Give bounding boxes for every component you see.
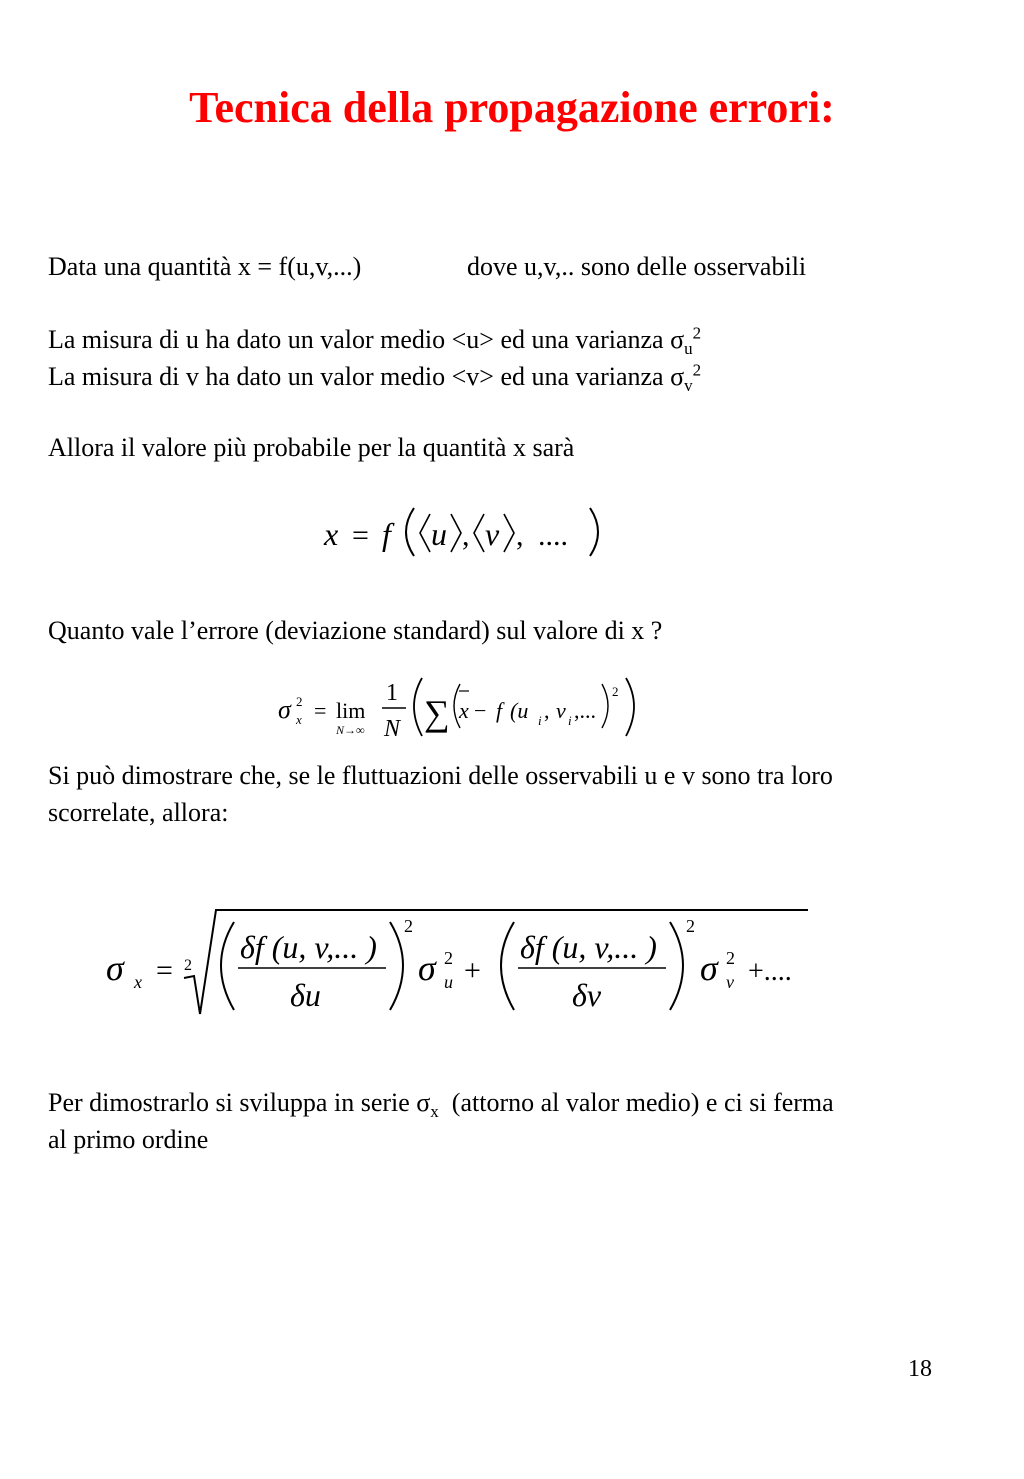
page-title: Tecnica della propagazione errori: (189, 83, 835, 132)
eq3-left-paren-2 (501, 922, 514, 1010)
eq3-equals: = (156, 954, 173, 987)
question-text: Quanto vale l’errore (deviazione standard) sul valore di x ? (48, 616, 663, 645)
eq2-sigma: σ (278, 695, 291, 724)
eq2-ellipsis: ,... (574, 698, 596, 723)
eq3-sigma-v: σ (700, 948, 718, 988)
definition-note: dove u,v,.. sono delle osservabili (467, 252, 807, 281)
eq3-sigma-v-sub: v (726, 972, 734, 992)
definition-line (48, 248, 361, 285)
eq2-exp-2: 2 (612, 684, 619, 699)
eq2-denominator: N (384, 716, 401, 742)
sigma-symbol: σ (670, 362, 685, 391)
eq3-numerator-1: δf (u, v,... ) (240, 929, 377, 965)
subscript-x: x (430, 1102, 439, 1122)
equation-variance-definition (276, 668, 646, 746)
eq2-outer-left-paren (414, 678, 422, 736)
equation-error-propagation (100, 898, 820, 1024)
proof-line2: al primo ordine (48, 1125, 209, 1154)
eq1-comma2: , (516, 519, 524, 552)
eq3-sigma-u: σ (418, 948, 436, 988)
eq3-sigma-u-sub: u (444, 972, 453, 992)
most-probable-text: Allora il valore più probabile per la quantità x sarà (48, 433, 575, 462)
eq2-args-u: (u (510, 698, 529, 723)
variance-v-text: La misura di v ha dato un valor medio <v> ed una varianza (48, 362, 671, 391)
eq3-sigma-v-exp: 2 (726, 948, 735, 968)
uncorrelated-line1: Si può dimostrare che, se le fluttuazioni delle osservabili u e v sono tra loro (48, 761, 833, 790)
eq1-x: x (324, 516, 339, 552)
uncorrelated-line2: scorrelate, allora: (48, 798, 229, 827)
eq2-sub-i-v: i (568, 713, 572, 728)
eq1-comma: , (462, 519, 470, 552)
eq2-comma: , (544, 698, 550, 723)
superscript-2: 2 (692, 360, 702, 380)
eq2-lim: lim (336, 698, 366, 723)
eq3-root-index: 2 (184, 957, 192, 974)
eq3-plus: + (464, 954, 481, 987)
equation-most-probable-value (318, 500, 618, 570)
variance-v-line (48, 358, 701, 395)
eq3-left-paren-1 (221, 922, 234, 1010)
eq2-numerator: 1 (386, 680, 398, 706)
eq3-right-paren-2 (670, 922, 683, 1010)
eq3-numerator-2: δf (u, v,... ) (520, 929, 657, 965)
proof-text-b: (attorno al valor medio) e ci si ferma (438, 1088, 834, 1117)
eq1-angle-open-u (420, 514, 430, 552)
eq3-sub-x: x (134, 972, 142, 992)
eq1-left-paren (406, 508, 414, 556)
eq2-sub-i-u: i (538, 713, 542, 728)
proof-text-a: Per dimostrarlo si sviluppa in serie (48, 1088, 417, 1117)
eq1-dots: .... (538, 519, 568, 552)
superscript-2: 2 (692, 323, 702, 343)
eq2-sup-2: 2 (296, 694, 303, 709)
eq1-v: v (485, 516, 500, 552)
eq1-angle-close-v (504, 514, 514, 552)
sigma-symbol: σ (670, 325, 685, 354)
eq3-tail: +.... (748, 956, 792, 987)
subscript-u: u (684, 339, 693, 359)
eq2-equals: = (314, 698, 327, 723)
eq3-right-paren-1 (390, 922, 403, 1010)
eq3-denominator-2: δv (572, 977, 602, 1013)
eq2-inner-right-paren (602, 684, 608, 728)
eq2-sub-x: x (296, 712, 302, 727)
eq2-sum: ∑ (424, 693, 450, 733)
page-number: 18 (908, 1356, 932, 1382)
definition-text: Data una quantità x = f(u,v,...) (48, 252, 362, 281)
eq2-xbar: x (459, 698, 469, 723)
eq3-denominator-1: δu (290, 977, 321, 1013)
eq2-v: v (556, 698, 566, 723)
eq2-f: f (496, 698, 503, 723)
eq3-sigma-u-exp: 2 (444, 948, 453, 968)
variance-u-text: La misura di u ha dato un valor medio <u> ed una varianza (48, 325, 671, 354)
eq3-exp-2: 2 (686, 916, 695, 936)
eq3-exp-1: 2 (404, 916, 413, 936)
eq2-minus: − (474, 698, 487, 723)
eq1-equals: = (352, 519, 369, 552)
eq1-angle-open-v (474, 514, 484, 552)
eq1-u: u (431, 516, 447, 552)
eq3-sigma-x: σ (106, 948, 124, 988)
variance-u-line (48, 321, 701, 358)
eq1-angle-close-u (451, 514, 461, 552)
eq1-right-paren (590, 508, 598, 556)
proof-line1 (48, 1084, 834, 1121)
subscript-v: v (684, 376, 693, 396)
eq1-f: f (382, 516, 391, 552)
sigma-symbol: σ (416, 1088, 431, 1117)
eq2-outer-right-paren (626, 678, 634, 736)
eq2-lim-sub: N→∞ (336, 723, 365, 737)
